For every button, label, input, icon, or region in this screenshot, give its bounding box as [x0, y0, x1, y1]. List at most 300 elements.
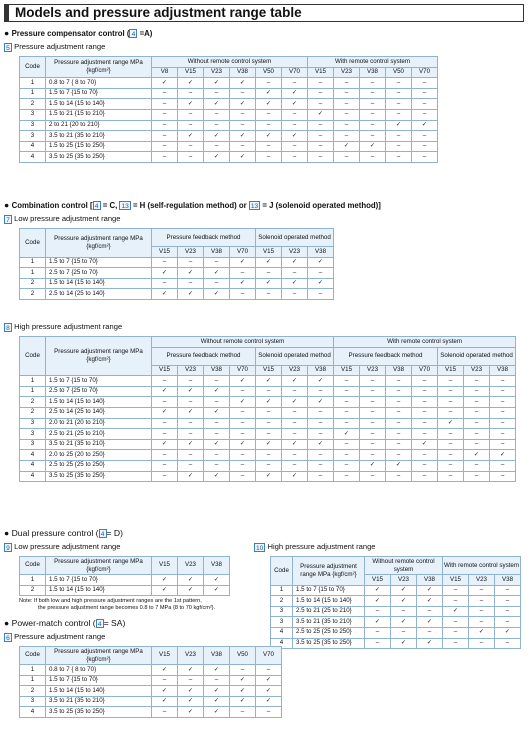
low-table-row — [20, 289, 334, 300]
pc-availability-cell: – — [256, 152, 282, 163]
high-availability-cell: – — [334, 407, 360, 418]
high-availability-cell: ✓ — [308, 397, 334, 408]
high-availability-cell: – — [256, 460, 282, 471]
high-availability-cell: – — [152, 460, 178, 471]
pm-availability-cell: – — [256, 665, 282, 676]
low-table-row — [20, 257, 334, 268]
dual-high-table-row — [271, 638, 521, 649]
low-availability-cell: – — [204, 278, 230, 289]
pm-range-header: Pressure adjustment range MPa {kgf/cm²} — [46, 647, 152, 665]
high-range-cell: 1.5 to 7 {15 to 70} — [46, 376, 152, 387]
high-availability-cell: ✓ — [152, 407, 178, 418]
high-table-row — [20, 450, 516, 461]
high-table-row — [20, 397, 516, 408]
low-availability-cell: – — [256, 289, 282, 300]
pc-availability-cell: – — [152, 152, 178, 163]
dual-high-availability-cell: ✓ — [391, 638, 417, 649]
high-availability-cell: – — [490, 386, 516, 397]
dual-high-code-cell: 1 — [271, 585, 293, 596]
pc-availability-cell: – — [360, 99, 386, 110]
pc-code-cell: 3 — [20, 131, 46, 142]
high-availability-cell: ✓ — [152, 386, 178, 397]
high-table-row — [20, 376, 516, 387]
low-subheading — [4, 214, 121, 224]
high-availability-cell: – — [204, 418, 230, 429]
pm-col-header: V23 — [178, 647, 204, 665]
pm-table — [19, 646, 282, 718]
dual-low-label: Low pressure adjustment range — [14, 542, 121, 551]
high-availability-cell: – — [308, 407, 334, 418]
pc-col-header: V15 — [178, 67, 204, 78]
pm-availability-cell: ✓ — [152, 665, 178, 676]
high-availability-cell: – — [334, 471, 360, 482]
high-availability-cell: – — [360, 471, 386, 482]
high-table-row — [20, 439, 516, 450]
pm-range-cell: 0.8 to 7 { 8 to 70} — [46, 665, 152, 676]
high-availability-cell: – — [386, 450, 412, 461]
dual-high-availability-cell: – — [469, 617, 495, 628]
low-availability-cell: ✓ — [256, 278, 282, 289]
pc-col-header: V70 — [282, 67, 308, 78]
high-availability-cell: ✓ — [256, 439, 282, 450]
dual-high-availability-cell: – — [495, 638, 521, 649]
pc-subheading — [4, 42, 105, 52]
pc-availability-cell: ✓ — [204, 152, 230, 163]
low-availability-cell: – — [178, 278, 204, 289]
high-availability-cell: – — [230, 386, 256, 397]
pc-availability-cell: – — [412, 141, 438, 152]
high-availability-cell: ✓ — [308, 439, 334, 450]
high-availability-cell: – — [386, 439, 412, 450]
high-code-cell: 4 — [20, 471, 46, 482]
pc-col-header: V8 — [152, 67, 178, 78]
dual-high-availability-cell: – — [443, 617, 469, 628]
pm-table-row — [20, 696, 282, 707]
pc-availability-cell: – — [256, 78, 282, 89]
high-availability-cell: – — [178, 460, 204, 471]
low-availability-cell: – — [152, 257, 178, 268]
dual-high-table-row — [271, 606, 521, 617]
low-range-cell: 1.5 to 14 {15 to 140} — [46, 278, 152, 289]
dual-high-range-cell: 1.5 to 14 {15 to 140} — [293, 596, 365, 607]
low-availability-cell: ✓ — [178, 289, 204, 300]
pc-availability-cell: ✓ — [204, 78, 230, 89]
low-availability-cell: ✓ — [230, 257, 256, 268]
high-availability-cell: – — [256, 407, 282, 418]
high-availability-cell: – — [360, 429, 386, 440]
high-table-row — [20, 407, 516, 418]
pc-availability-cell: – — [152, 99, 178, 110]
high-availability-cell: – — [256, 450, 282, 461]
dual-low-availability-cell: ✓ — [152, 575, 178, 586]
pc-range-cell: 1.5 to 14 {15 to 140} — [46, 99, 152, 110]
pc-table-row — [20, 88, 438, 99]
page-title: Models and pressure adjustment range table — [4, 4, 524, 22]
dual-low-range-header: Pressure adjustment range MPa {kgf/cm²} — [46, 557, 152, 575]
pc-group-with: With remote control system — [308, 57, 438, 68]
pc-availability-cell: – — [152, 141, 178, 152]
high-availability-cell: ✓ — [256, 471, 282, 482]
pc-availability-cell: – — [360, 109, 386, 120]
pc-code-cell: 4 — [20, 152, 46, 163]
high-availability-cell: ✓ — [334, 429, 360, 440]
high-availability-cell: – — [256, 429, 282, 440]
low-sub-label: Low pressure adjustment range — [14, 214, 121, 223]
high-range-cell: 2.5 to 14 {25 to 140} — [46, 407, 152, 418]
pm-col-header: V38 — [204, 647, 230, 665]
dual-high-availability-cell: ✓ — [391, 585, 417, 596]
pc-sub-label: Pressure adjustment range — [14, 42, 106, 51]
high-col-header: V15 — [438, 365, 464, 376]
high-availability-cell: – — [360, 418, 386, 429]
pm-code-cell: 1 — [20, 675, 46, 686]
pm-availability-cell: – — [152, 707, 178, 718]
pc-code-cell: 1 — [20, 88, 46, 99]
dual-high-availability-cell: ✓ — [365, 585, 391, 596]
high-availability-cell: – — [282, 429, 308, 440]
pc-availability-cell: – — [386, 141, 412, 152]
pm-availability-cell: ✓ — [204, 686, 230, 697]
pc-availability-cell: – — [334, 88, 360, 99]
pc-availability-cell: – — [334, 109, 360, 120]
high-availability-cell: – — [386, 376, 412, 387]
dual-low-code-header: Code — [20, 557, 46, 575]
high-availability-cell: – — [360, 386, 386, 397]
high-availability-cell: ✓ — [204, 386, 230, 397]
dual-high-availability-cell: – — [495, 585, 521, 596]
pc-availability-cell: ✓ — [152, 78, 178, 89]
dual-low-col-header: V38 — [204, 557, 230, 575]
high-col-header: V23 — [282, 365, 308, 376]
pc-range-cell: 1.5 to 21 {15 to 210} — [46, 109, 152, 120]
dual-low-availability-cell: ✓ — [204, 585, 230, 596]
dual-high-availability-cell: – — [469, 638, 495, 649]
high-availability-cell: ✓ — [282, 397, 308, 408]
high-availability-cell: – — [490, 376, 516, 387]
pm-availability-cell: – — [204, 675, 230, 686]
dual-high-col-header: V15 — [365, 575, 391, 586]
comb-text-3: = J (solenoid operated method)] — [260, 201, 381, 210]
pc-availability-cell: – — [360, 152, 386, 163]
dual-high-col-header: V15 — [443, 575, 469, 586]
high-col-header: V38 — [490, 365, 516, 376]
high-availability-cell: – — [334, 386, 360, 397]
pm-availability-cell: ✓ — [152, 696, 178, 707]
pm-availability-cell: ✓ — [256, 696, 282, 707]
high-col-header: V15 — [256, 365, 282, 376]
dual-high-table — [270, 556, 521, 649]
pm-code-cell: 1 — [20, 665, 46, 676]
pc-availability-cell: – — [282, 152, 308, 163]
pc-range-cell: 2 to 21 {20 to 210} — [46, 120, 152, 131]
high-availability-cell: – — [282, 418, 308, 429]
pc-availability-cell: – — [230, 141, 256, 152]
high-availability-cell: ✓ — [204, 407, 230, 418]
pm-table-row — [20, 665, 282, 676]
low-group-solenoid: Solenoid operated method — [256, 229, 334, 247]
dual-high-range-cell: 3.5 to 21 {35 to 210} — [293, 617, 365, 628]
high-range-cell: 2.0 to 21 {20 to 210} — [46, 418, 152, 429]
high-availability-cell: – — [464, 460, 490, 471]
pc-availability-cell: – — [308, 120, 334, 131]
dual-high-availability-cell: – — [391, 627, 417, 638]
pc-availability-cell: – — [152, 88, 178, 99]
high-sub-solenoid-1: Solenoid operated method — [256, 347, 334, 365]
pc-group-without: Without remote control system — [152, 57, 308, 68]
high-availability-cell: – — [412, 376, 438, 387]
dual-heading-num: 4 — [99, 529, 107, 538]
high-availability-cell: – — [334, 439, 360, 450]
high-code-cell: 4 — [20, 460, 46, 471]
pc-availability-cell: – — [386, 152, 412, 163]
high-availability-cell: ✓ — [438, 418, 464, 429]
pc-availability-cell: – — [178, 88, 204, 99]
dual-high-range-cell: 2.5 to 25 {25 to 250} — [293, 627, 365, 638]
low-col-header: V70 — [230, 247, 256, 258]
low-col-header: V23 — [282, 247, 308, 258]
high-availability-cell: – — [490, 471, 516, 482]
pc-availability-cell: ✓ — [386, 120, 412, 131]
high-availability-cell: – — [360, 439, 386, 450]
dual-high-availability-cell: ✓ — [495, 627, 521, 638]
pc-availability-cell: – — [230, 88, 256, 99]
low-col-header: V23 — [178, 247, 204, 258]
comb-heading-text: Combination control [ — [11, 201, 93, 210]
high-availability-cell: ✓ — [282, 376, 308, 387]
high-availability-cell: ✓ — [412, 439, 438, 450]
pm-code-cell: 3 — [20, 696, 46, 707]
high-availability-cell: – — [178, 429, 204, 440]
pm-range-cell: 1.5 to 7 {15 to 70} — [46, 675, 152, 686]
pc-availability-cell: – — [386, 88, 412, 99]
pm-availability-cell: ✓ — [230, 686, 256, 697]
pm-sub-num: 6 — [4, 633, 12, 642]
high-availability-cell: – — [230, 460, 256, 471]
high-table-row — [20, 429, 516, 440]
high-availability-cell: ✓ — [152, 439, 178, 450]
high-availability-cell: – — [412, 407, 438, 418]
high-availability-cell: – — [334, 397, 360, 408]
high-table — [19, 336, 516, 482]
high-availability-cell: ✓ — [282, 471, 308, 482]
high-availability-cell: – — [438, 386, 464, 397]
dual-high-range-header: Pressure adjustment range MPa {kgf/cm²} — [293, 557, 365, 586]
dual-low-availability-cell: ✓ — [178, 575, 204, 586]
high-subheading — [4, 322, 122, 332]
low-availability-cell: ✓ — [204, 268, 230, 279]
high-col-header: V23 — [464, 365, 490, 376]
pc-availability-cell: – — [412, 88, 438, 99]
high-availability-cell: – — [360, 397, 386, 408]
high-availability-cell: – — [412, 386, 438, 397]
pc-availability-cell: – — [360, 120, 386, 131]
dual-high-table-row — [271, 585, 521, 596]
dual-high-availability-cell: ✓ — [391, 596, 417, 607]
high-code-cell: 2 — [20, 407, 46, 418]
pc-availability-cell: ✓ — [308, 109, 334, 120]
dual-heading: ● Dual pressure control ( 4 = D) — [4, 528, 124, 539]
pm-availability-cell: – — [230, 707, 256, 718]
pc-table-row — [20, 141, 438, 152]
high-sub-feedback-2: Pressure feedback method — [334, 347, 438, 365]
high-availability-cell: – — [464, 429, 490, 440]
pc-availability-cell: – — [412, 109, 438, 120]
dual-high-availability-cell: – — [469, 606, 495, 617]
dual-high-availability-cell: – — [417, 606, 443, 617]
pc-availability-cell: – — [386, 99, 412, 110]
pm-availability-cell: ✓ — [256, 686, 282, 697]
high-code-cell: 3 — [20, 429, 46, 440]
pc-range-cell: 1.5 to 7 {15 to 70} — [46, 88, 152, 99]
dual-note-line-2: the pressure adjustment range becomes 0.8 to 7 MPa {8 to 70 kgf/cm²}. — [38, 605, 216, 611]
pc-availability-cell: – — [308, 78, 334, 89]
high-availability-cell: – — [438, 376, 464, 387]
pc-range-cell: 1.5 to 25 {15 to 250} — [46, 141, 152, 152]
low-availability-cell: – — [230, 268, 256, 279]
dual-high-availability-cell: ✓ — [417, 617, 443, 628]
high-availability-cell: – — [308, 471, 334, 482]
high-code-cell: 1 — [20, 386, 46, 397]
pc-availability-cell: ✓ — [230, 131, 256, 142]
dual-high-availability-cell: – — [495, 617, 521, 628]
low-availability-cell: – — [204, 257, 230, 268]
high-code-cell: 3 — [20, 418, 46, 429]
pc-availability-cell: – — [308, 131, 334, 142]
dual-high-availability-cell: – — [443, 596, 469, 607]
pc-code-cell: 3 — [20, 120, 46, 131]
dual-high-availability-cell: ✓ — [443, 606, 469, 617]
high-availability-cell: – — [412, 450, 438, 461]
low-availability-cell: – — [282, 289, 308, 300]
dual-low-code-cell: 2 — [20, 585, 46, 596]
dual-high-range-cell: 3.5 to 25 {35 to 250} — [293, 638, 365, 649]
low-availability-cell: ✓ — [152, 289, 178, 300]
high-range-cell: 2.5 to 21 {25 to 210} — [46, 429, 152, 440]
high-range-cell: 1.5 to 14 {15 to 140} — [46, 397, 152, 408]
pc-availability-cell: – — [178, 109, 204, 120]
pc-availability-cell: ✓ — [178, 99, 204, 110]
low-col-header: V15 — [256, 247, 282, 258]
high-col-header: V15 — [152, 365, 178, 376]
pm-range-cell: 3.5 to 21 {35 to 210} — [46, 696, 152, 707]
pc-availability-cell: – — [204, 88, 230, 99]
pc-availability-cell: ✓ — [282, 131, 308, 142]
high-availability-cell: – — [334, 418, 360, 429]
low-sub-num: 7 — [4, 215, 12, 224]
dual-high-availability-cell: – — [443, 638, 469, 649]
high-availability-cell: – — [490, 418, 516, 429]
pc-availability-cell: ✓ — [282, 99, 308, 110]
dual-high-table-row — [271, 627, 521, 638]
dual-heading-post: = D) — [106, 528, 124, 538]
high-group-without: Without remote control system — [152, 337, 334, 348]
comb-num-3: 13 — [250, 203, 259, 211]
pm-availability-cell: – — [256, 707, 282, 718]
dual-high-availability-cell: – — [365, 638, 391, 649]
pm-availability-cell: ✓ — [230, 696, 256, 707]
pm-availability-cell: ✓ — [178, 696, 204, 707]
high-availability-cell: – — [386, 429, 412, 440]
pc-col-header: V38 — [360, 67, 386, 78]
pc-heading-pre: Pressure compensator control ( — [11, 29, 130, 38]
high-availability-cell: ✓ — [204, 439, 230, 450]
high-availability-cell: ✓ — [178, 407, 204, 418]
pc-availability-cell: – — [386, 78, 412, 89]
low-table — [19, 228, 334, 300]
dual-high-col-header: V23 — [391, 575, 417, 586]
pc-availability-cell: ✓ — [230, 99, 256, 110]
low-range-header: Pressure adjustment range MPa {kgf/cm²} — [46, 229, 152, 258]
high-availability-cell: – — [178, 418, 204, 429]
pc-availability-cell: ✓ — [256, 88, 282, 99]
high-availability-cell: – — [386, 397, 412, 408]
pm-availability-cell: – — [178, 675, 204, 686]
low-table-row — [20, 278, 334, 289]
dual-high-availability-cell: ✓ — [469, 627, 495, 638]
pc-availability-cell: – — [334, 120, 360, 131]
comb-heading: ● Combination control [ 4 = C, 13 = H (self-regulation method) or 13 = J (solenoid operated method)] — [4, 200, 381, 211]
high-range-cell: 3.5 to 25 {35 to 250} — [46, 471, 152, 482]
pc-availability-cell: – — [282, 120, 308, 131]
dual-high-availability-cell: – — [417, 627, 443, 638]
dual-high-col-header: V23 — [469, 575, 495, 586]
high-sub-num: 8 — [4, 323, 12, 332]
pc-availability-cell: ✓ — [412, 120, 438, 131]
high-availability-cell: – — [360, 376, 386, 387]
pc-availability-cell: – — [308, 152, 334, 163]
pc-availability-cell: – — [412, 131, 438, 142]
high-code-cell: 3 — [20, 439, 46, 450]
high-availability-cell: ✓ — [282, 439, 308, 450]
dual-low-range-cell: 1.5 to 14 {15 to 140} — [46, 585, 152, 596]
high-availability-cell: – — [438, 439, 464, 450]
pc-code-cell: 1 — [20, 78, 46, 89]
dual-low-subheading — [4, 542, 121, 552]
high-availability-cell: – — [464, 439, 490, 450]
low-availability-cell: ✓ — [282, 257, 308, 268]
pc-availability-cell: – — [412, 99, 438, 110]
high-availability-cell: – — [438, 429, 464, 440]
pc-availability-cell: – — [178, 152, 204, 163]
dual-high-availability-cell: ✓ — [417, 596, 443, 607]
high-range-cell: 2.5 to 25 {25 to 250} — [46, 460, 152, 471]
dual-high-availability-cell: ✓ — [365, 617, 391, 628]
high-availability-cell: – — [464, 407, 490, 418]
pm-availability-cell: ✓ — [152, 686, 178, 697]
high-availability-cell: – — [412, 460, 438, 471]
pc-availability-cell: ✓ — [230, 78, 256, 89]
dual-low-table-row — [20, 585, 230, 596]
high-availability-cell: ✓ — [256, 376, 282, 387]
dual-high-range-cell: 1.5 to 7 {15 to 70} — [293, 585, 365, 596]
high-availability-cell: – — [464, 376, 490, 387]
pm-availability-cell: ✓ — [204, 707, 230, 718]
high-availability-cell: – — [256, 418, 282, 429]
high-availability-cell: – — [308, 386, 334, 397]
dual-high-availability-cell: – — [365, 627, 391, 638]
high-availability-cell: – — [178, 450, 204, 461]
dual-high-code-cell: 2 — [271, 596, 293, 607]
pc-availability-cell: – — [152, 120, 178, 131]
high-code-cell: 1 — [20, 376, 46, 387]
low-col-header: V15 — [152, 247, 178, 258]
pm-heading: ● Power-match control ( 4 = SA) — [4, 618, 126, 629]
high-range-cell: 2.5 to 7 {25 to 70} — [46, 386, 152, 397]
high-availability-cell: – — [230, 471, 256, 482]
pm-range-cell: 1.5 to 14 {15 to 140} — [46, 686, 152, 697]
pc-col-header: V23 — [204, 67, 230, 78]
high-availability-cell: – — [412, 429, 438, 440]
